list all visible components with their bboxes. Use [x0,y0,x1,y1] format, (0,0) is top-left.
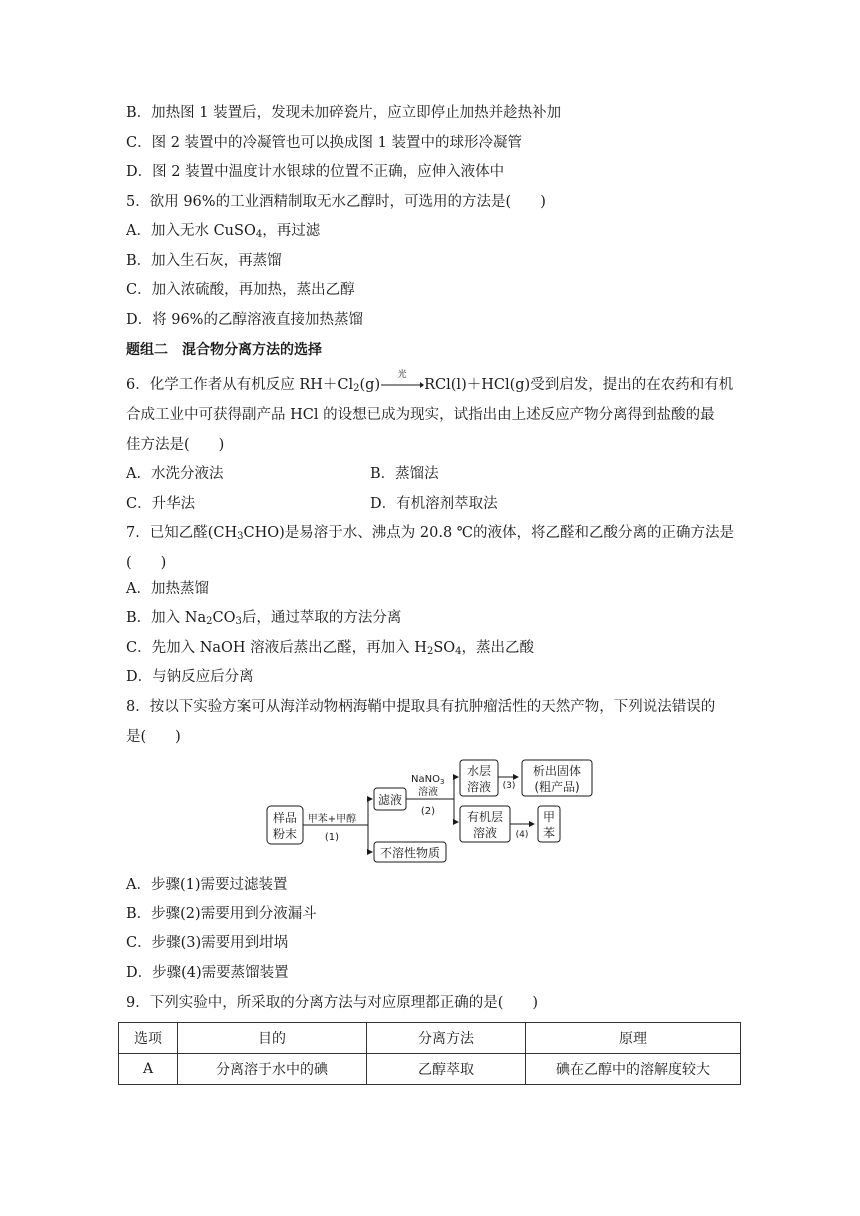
q6-option-d: D．有机溶剂萃取法 [370,496,498,512]
sample-label-2: 粉末 [272,827,298,841]
q6-stem-line1: 6．化学工作者从有机反应 $RH+Cl_2(g)$ 光 RCl(l)＋HCl(g)受到启发，提出的在农药和有机 [126,375,733,395]
step-1-label: (1) [324,832,340,843]
q7-option-c: C．先加入 NaOH 溶液后蒸出乙醛，再加入 $H_2SO_4$，蒸出乙酸 [126,640,535,657]
header-cell: 原理 [526,1023,741,1054]
header-cell: 目的 [178,1023,367,1054]
table-cell: A [119,1054,178,1085]
q9-table [118,1022,741,1085]
solid-label-2: (粗产品) [534,780,580,794]
step-2-label: (2) [420,806,436,817]
table-cell: 碘在乙醇中的溶解度较大 [526,1054,741,1085]
reagent-2-label: NaNO$_3$ [411,774,445,786]
table-header-row [119,1023,741,1054]
table-cell: 分离溶于水中的碘 [178,1054,367,1085]
q8-stem-line1: 8．按以下实验方案可从海洋动物柄海鞘中提取具有抗肿瘤活性的天然产物，下列说法错误的 [126,699,716,715]
q9-stem: 9．下列实验中，所采取的分离方法与对应原理都正确的是( ) [126,995,539,1011]
toluene-label-1: 甲 [542,810,556,824]
sample-label-1: 样品 [272,811,298,825]
q5-option-b: B．加入生石灰，再蒸馏 [126,253,282,269]
reaction-arrow [380,370,424,395]
step-3-label: (3) [502,781,516,791]
aqueous-label-2: 溶液 [466,780,492,794]
table-row [119,1054,741,1085]
section-heading: 题组二 混合物分离方法的选择 [126,342,322,358]
q4-option-d: D．图 2 装置中温度计水银球的位置不正确，应伸入液体中 [126,164,505,180]
q6-stem-line3: 佳方法是( ) [126,437,225,453]
reaction-condition: 光 [397,370,407,380]
q6-option-a: A．水洗分液法 [126,466,224,482]
aqueous-label-1: 水层 [466,764,492,778]
step-4-label: (4) [515,830,529,840]
q5-option-a: A．加入无水 CuSO$_4$，再过滤 [126,223,321,240]
q5-option-c: C．加入浓硫酸，再加热，蒸出乙醇 [126,282,355,298]
q8-option-b: B．步骤(2)需要用到分液漏斗 [126,906,317,922]
q5-stem: 5．欲用 96%的工业酒精制取无水乙醇时，可选用的方法是( ) [126,194,546,210]
toluene-label-2: 苯 [542,826,556,840]
q8-option-d: D．步骤(4)需要蒸馏装置 [126,965,289,981]
q5-option-d: D．将 96%的乙醇溶液直接加热蒸馏 [126,312,363,328]
organic-label-2: 溶液 [472,826,498,840]
header-cell: 选项 [119,1023,178,1054]
q7-stem-line1: 7．已知乙醛$(CH_3CHO)$是易溶于水、沸点为 20.8 ℃的液体，将乙醛和乙酸分离的正确方法是 [126,525,735,542]
q6-stem-line2: 合成工业中可获得副产品 HCl 的设想已成为现实，试指出由上述反应产物分离得到盐酸的最 [126,407,715,423]
q7-option-a: A．加热蒸馏 [126,581,209,597]
organic-label-1: 有机层 [466,810,504,824]
q6-option-b: B．蒸馏法 [370,466,439,482]
insoluble-label: 不溶性物质 [379,846,441,860]
q7-option-d: D．与钠反应后分离 [126,669,254,685]
q4-option-c: C．图 2 装置中的冷凝管也可以换成图 1 装置中的球形冷凝管 [126,135,522,151]
q7-option-b: B．加入 $Na_2CO_3$后，通过萃取的方法分离 [126,610,402,627]
separation-flowchart [262,758,602,868]
q8-option-c: C．步骤(3)需要用到坩埚 [126,935,289,951]
q4-option-b: B．加热图 1 装置后，发现未加碎瓷片，应立即停止加热并趁热补加 [126,105,562,121]
reagent-2-solution: 溶液 [418,787,438,798]
reagent-1-label: 甲苯+甲醇 [307,814,357,825]
filtrate-label: 滤液 [377,793,403,807]
table-cell: 乙醇萃取 [367,1054,526,1085]
q8-option-a: A．步骤(1)需要过滤装置 [126,877,288,893]
header-cell: 分离方法 [367,1023,526,1054]
solid-label-1: 析出固体 [532,764,582,778]
q8-stem-line2: 是( ) [126,729,181,745]
q7-stem-line2: ( ) [126,555,167,571]
q6-option-c: C．升华法 [126,496,196,512]
